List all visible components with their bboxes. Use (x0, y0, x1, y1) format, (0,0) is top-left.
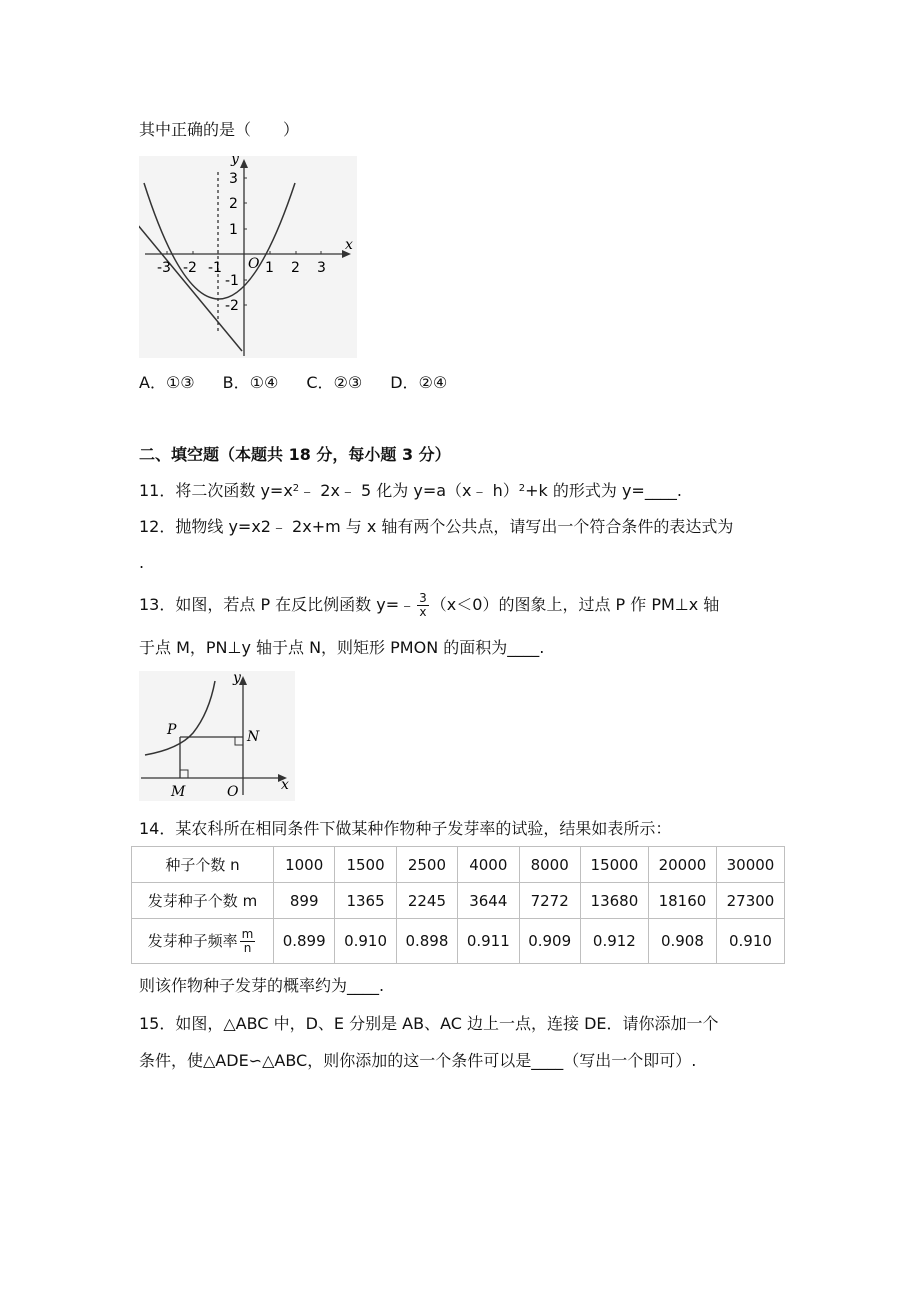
table-cell: 0.898 (396, 919, 457, 964)
table-cell: 15000 (580, 847, 648, 883)
question-14-intro: 14．某农科所在相同条件下做某种作物种子发芽率的试验，结果如表所示： (139, 819, 672, 838)
fraction-denominator: n (243, 940, 252, 955)
y-axis-label: y (231, 156, 239, 167)
point-m-label: M (171, 784, 186, 800)
x-tick-label: 2 (291, 260, 300, 276)
table-cell: 0.910 (716, 919, 784, 964)
table-cell: 0.899 (274, 919, 335, 964)
right-angle-mark (180, 770, 188, 778)
table-cell: 0.909 (519, 919, 580, 964)
question-15-line1: 15．如图，△ABC 中，D、E 分别是 AB、AC 边上一点，连接 DE．请你添加一个 (139, 1014, 719, 1033)
table-cell: 0.911 (458, 919, 519, 964)
y-axis-label: y (233, 671, 241, 686)
y-tick-label: -2 (225, 298, 239, 314)
q11-text: +k 的形式为 y=____. (525, 481, 682, 500)
frequency-fraction (240, 928, 256, 955)
row-header: 发芽种子个数 m (132, 883, 274, 919)
y-tick-label: 2 (229, 196, 238, 212)
q13-figure-svg (139, 671, 295, 801)
q13-text: 13．如图，若点 P 在反比例函数 y=﹣ (139, 595, 416, 614)
germination-table (131, 846, 785, 964)
q11-exponent: 2 (292, 483, 300, 494)
table-cell: 18160 (648, 883, 716, 919)
y-tick-label: 3 (229, 171, 238, 187)
question-13-line2: 于点 M，PN⊥y 轴于点 N，则矩形 PMON 的面积为____. (139, 638, 545, 657)
table-cell: 2245 (396, 883, 457, 919)
table-cell: 1000 (274, 847, 335, 883)
table-cell: 3644 (458, 883, 519, 919)
table-cell: 2500 (396, 847, 457, 883)
origin-label: O (248, 256, 260, 272)
x-tick-label: 1 (265, 260, 274, 276)
table-row (132, 847, 785, 883)
row-header-text: 发芽种子频率 (147, 931, 238, 950)
question-13-line1 (139, 592, 719, 619)
q11-text: ﹣ 2x﹣ 5 化为 y=a（x﹣ h） (299, 481, 519, 500)
table-cell: 7272 (519, 883, 580, 919)
table-cell: 1500 (335, 847, 396, 883)
right-angle-mark (235, 737, 243, 745)
table-cell: 13680 (580, 883, 648, 919)
question-15-line2: 条件，使△ADE∽△ABC，则你添加的这一个条件可以是____（写出一个即可）. (139, 1051, 697, 1070)
question-12-line1: 12．抛物线 y=x2﹣ 2x+m 与 x 轴有两个公共点，请写出一个符合条件的表达式为 (139, 517, 734, 536)
table-cell: 4000 (458, 847, 519, 883)
option-d: D．②④ (390, 373, 448, 392)
question-12-line2: . (139, 553, 145, 572)
option-a: A．①③ (139, 373, 195, 392)
parabola-curve (144, 183, 295, 299)
y-tick-label: 1 (229, 222, 238, 238)
table-cell: 27300 (716, 883, 784, 919)
q10-graph (139, 156, 357, 358)
x-tick-label: -3 (157, 260, 171, 276)
row-header (132, 919, 274, 964)
option-b: B．①④ (222, 373, 279, 392)
x-axis-label: x (345, 237, 353, 253)
origin-label: O (227, 784, 239, 800)
table-cell: 899 (274, 883, 335, 919)
point-p-label: P (167, 722, 177, 738)
x-tick-label: 3 (317, 260, 326, 276)
table-cell: 0.908 (648, 919, 716, 964)
q13-text: （x＜0）的图象上，过点 P 作 PM⊥x 轴 (430, 595, 720, 614)
fraction-numerator: m (241, 926, 254, 941)
table-cell: 0.912 (580, 919, 648, 964)
point-n-label: N (247, 729, 260, 745)
table-row (132, 883, 785, 919)
fraction-numerator: 3 (419, 591, 427, 605)
q11-exponent: 2 (518, 483, 526, 494)
section-title: 二、填空题（本题共 18 分，每小题 3 分） (139, 445, 451, 464)
table-cell: 30000 (716, 847, 784, 883)
y-axis-arrow-icon (240, 159, 248, 168)
fraction-denominator: x (419, 605, 427, 619)
x-tick-label: -1 (208, 260, 222, 276)
table-cell: 1365 (335, 883, 396, 919)
option-c: C．②③ (306, 373, 363, 392)
row-header: 种子个数 n (132, 847, 274, 883)
y-tick-label: -1 (225, 273, 239, 289)
table-row (132, 919, 785, 964)
q13-figure (139, 671, 295, 801)
question-11 (139, 480, 682, 502)
table-cell: 20000 (648, 847, 716, 883)
x-tick-label: -2 (183, 260, 197, 276)
table-cell: 0.910 (335, 919, 396, 964)
q10-tail: 其中正确的是（ ） (139, 120, 300, 139)
q10-graph-svg (139, 156, 357, 358)
x-axis-label: x (281, 777, 289, 793)
q13-fraction (417, 592, 429, 619)
question-14-after: 则该作物种子发芽的概率约为____. (139, 976, 385, 995)
q11-text: 11．将二次函数 y=x (139, 481, 293, 500)
q10-options (139, 372, 447, 394)
table-cell: 8000 (519, 847, 580, 883)
